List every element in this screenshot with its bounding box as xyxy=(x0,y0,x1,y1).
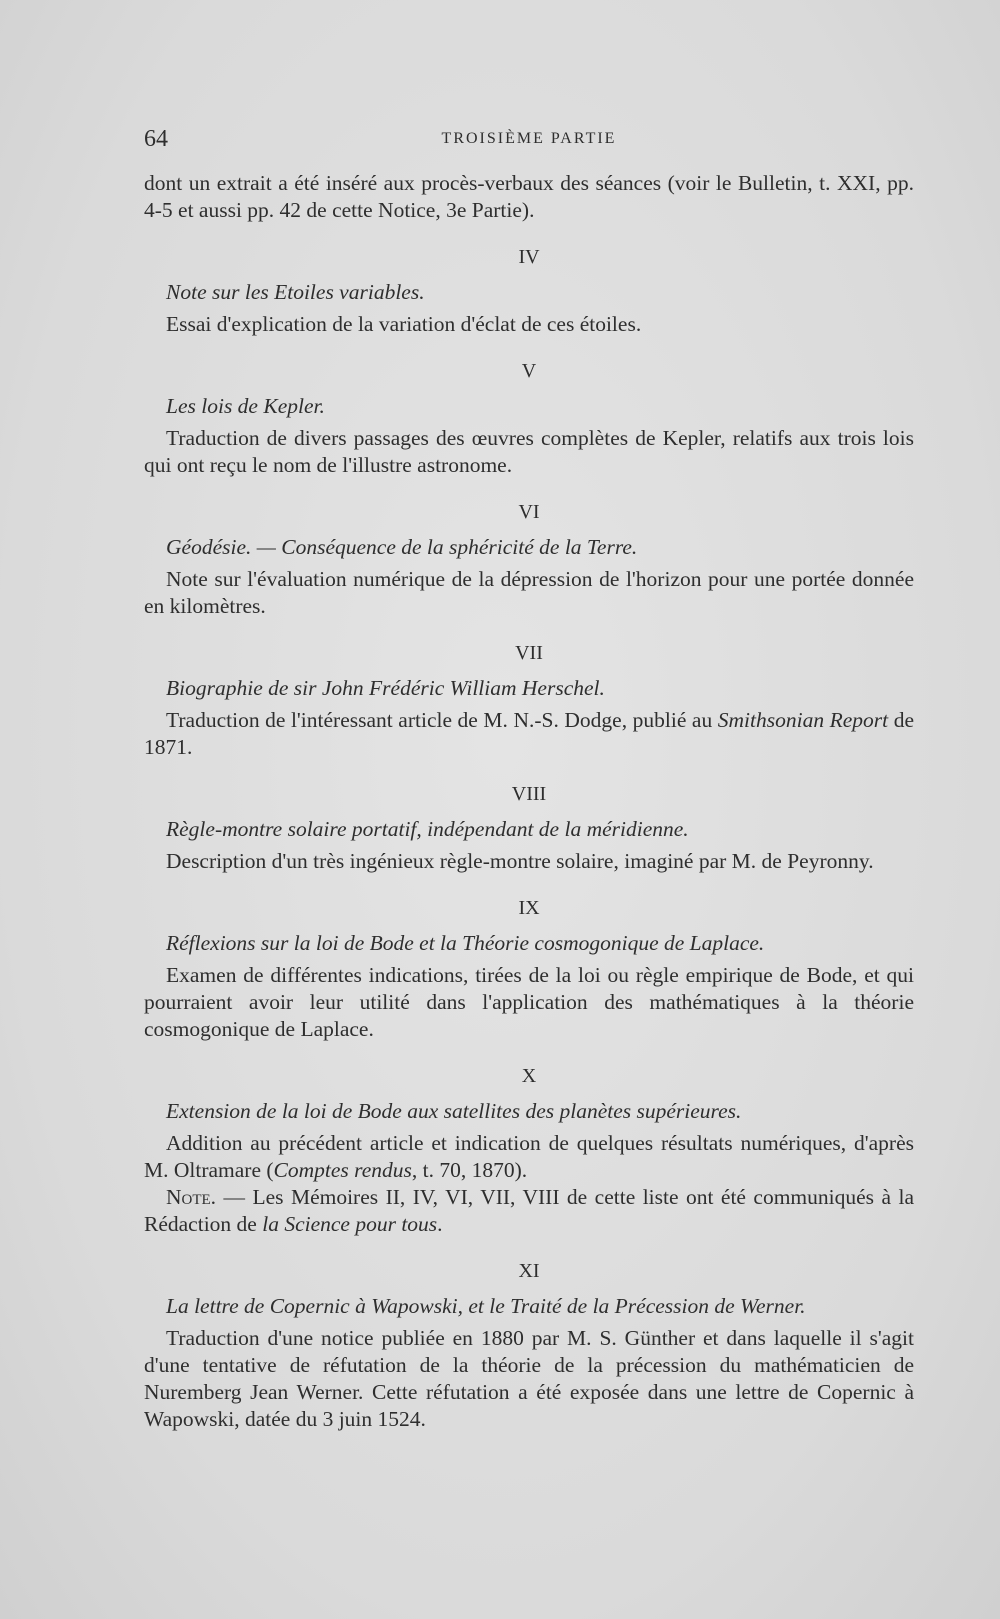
section-numeral: V xyxy=(521,360,537,382)
note-paragraph xyxy=(144,1184,914,1238)
note-part: . xyxy=(437,1212,443,1236)
section-numeral: VII xyxy=(515,642,543,664)
text-part: Traduction de l'intéressant article de M. N.-S. Dodge, publié au xyxy=(166,708,718,732)
section-numeral: XI xyxy=(518,1260,540,1282)
page-number: 64 xyxy=(144,126,168,152)
section-text xyxy=(144,1130,914,1184)
section-text: Examen de différentes indications, tirées de la loi ou règle empirique de Bode, et qui pourraient avoir leur utilité dans l'application des mathématiques à la théorie cosmogonique de Laplace. xyxy=(144,963,914,1041)
section-ix xyxy=(144,895,914,1043)
section-numeral: VIII xyxy=(511,783,547,805)
section-viii xyxy=(144,781,914,875)
intro-paragraph: dont un extrait a été inséré aux procès-verbaux des séances (voir le Bulletin, t. XXI, pp. 4-5 et aussi pp. 42 de cette Notice, 3e Partie). xyxy=(144,171,914,222)
section-numeral: VI xyxy=(518,501,540,523)
section-text xyxy=(144,707,914,761)
note-label: Note. xyxy=(166,1185,217,1209)
section-numeral: IX xyxy=(518,897,540,919)
section-title: Les lois de Kepler. xyxy=(166,394,325,418)
section-v xyxy=(144,358,914,479)
section-text: Note sur l'évaluation numérique de la dépression de l'horizon pour une portée donnée en kilomètres. xyxy=(144,567,914,618)
section-title: Géodésie. — Conséquence de la sphéricité de la Terre. xyxy=(166,535,638,559)
section-vi xyxy=(144,499,914,620)
section-numeral: X xyxy=(521,1065,537,1087)
note-italic: la Science pour tous xyxy=(262,1212,438,1236)
section-numeral: IV xyxy=(518,246,540,268)
running-head: TROISIÈME PARTIE xyxy=(441,130,617,147)
section-text: Description d'un très ingénieux règle-montre solaire, imaginé par M. de Peyronny. xyxy=(166,849,874,873)
section-x xyxy=(144,1063,914,1238)
section-text: Traduction de divers passages des œuvres complètes de Kepler, relatifs aux trois lois qui ont reçu le nom de l'illustre astronome. xyxy=(144,426,914,477)
text-part: de 1871. xyxy=(144,708,914,759)
section-title: Note sur les Etoiles variables. xyxy=(166,280,425,304)
text-italic: Comptes rendus xyxy=(273,1158,412,1182)
page-header xyxy=(144,126,914,156)
section-title: Règle-montre solaire portatif, indépendant de la méridienne. xyxy=(166,817,689,841)
section-title: La lettre de Copernic à Wapowski, et le Traité de la Précession de Werner. xyxy=(166,1294,806,1318)
section-title: Biographie de sir John Frédéric William Herschel. xyxy=(166,676,605,700)
text-part: , t. 70, 1870). xyxy=(411,1158,528,1182)
section-xi xyxy=(144,1258,914,1433)
section-title: Extension de la loi de Bode aux satellites des planètes supérieures. xyxy=(166,1099,742,1123)
section-vii xyxy=(144,640,914,761)
text-italic: Smithsonian Report xyxy=(717,708,889,732)
section-iv xyxy=(144,244,914,338)
body-text xyxy=(144,170,914,1433)
section-title: Réflexions sur la loi de Bode et la Théorie cosmogonique de Laplace. xyxy=(166,931,765,955)
text-part: Addition au précédent article et indication de quelques résultats numériques, d'après M. Oltramare ( xyxy=(144,1131,914,1182)
section-text: Traduction d'une notice publiée en 1880 par M. S. Günther et dans laquelle il s'agit d'une tentative de réfutation de la théorie de la précession du mathématicien de Nuremberg Jean Werner. Cette réfutation a été exposée dans une lettre de Copernic à Wapowski, datée du 3 juin 1524. xyxy=(144,1326,914,1431)
note-part: — Les Mémoires II, IV, VI, VII, VIII de cette liste ont été communiqués à la Rédaction de xyxy=(144,1185,914,1236)
section-text: Essai d'explication de la variation d'éclat de ces étoiles. xyxy=(166,312,642,336)
